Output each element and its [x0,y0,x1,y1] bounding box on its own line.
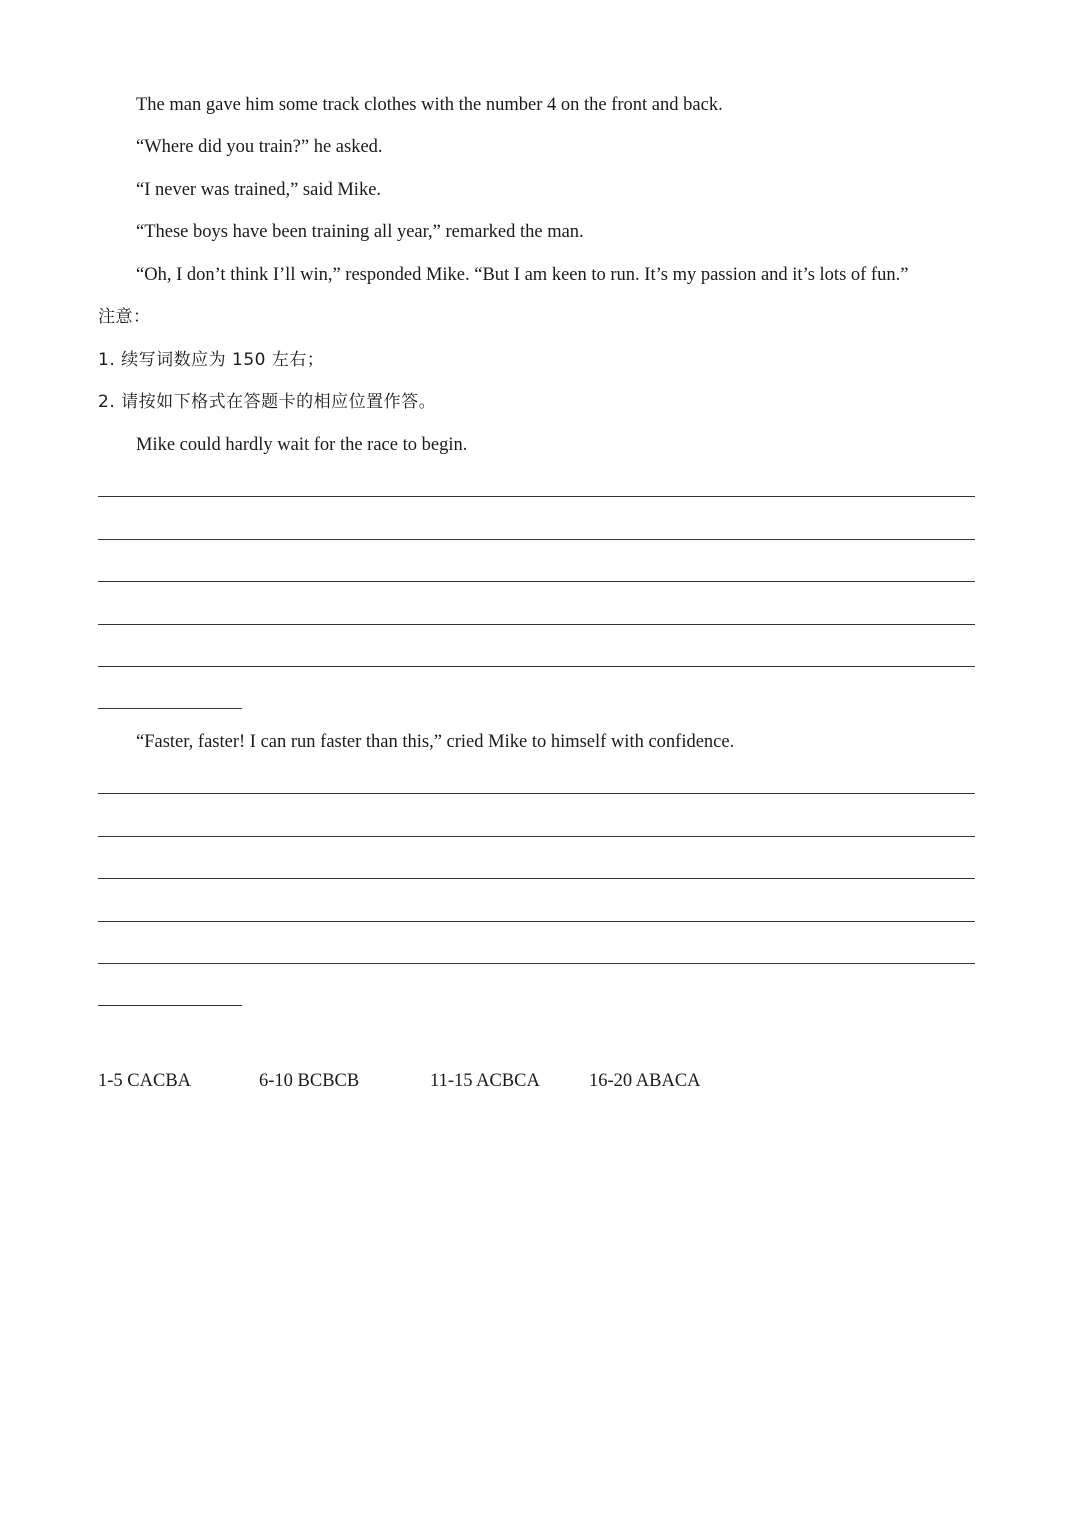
answer-line [98,666,975,667]
notes-item: 1. 续写词数应为 150 左右； [98,350,325,370]
answer-line [98,539,975,540]
story-paragraph: “These boys have been training all year,” remarked the man. [136,222,584,242]
story-paragraph: “Oh, I don’t think I’ll win,” responded Mike. “But I am keen to run. It’s my passion and it’s lots of fun.” [136,265,909,285]
answer-line [98,581,975,582]
answer-key-group: 11-15 ACBCA [430,1071,540,1091]
answer-line [98,836,975,837]
story-paragraph: “Where did you train?” he asked. [136,137,383,157]
answer-key-group: 1-5 CACBA [98,1071,192,1091]
answer-line [98,624,975,625]
answer-key [98,1069,998,1095]
answer-key-group: 6-10 BCBCB [259,1071,360,1091]
story-paragraph: “I never was trained,” said Mike. [136,180,382,200]
story-paragraph: The man gave him some track clothes with the number 4 on the front and back. [136,95,723,115]
notes-title: 注意： [98,307,151,327]
answer-key-group: 16-20 ABACA [589,1071,701,1091]
notes-item: 2. 请按如下格式在答题卡的相应位置作答。 [98,392,437,412]
answer-line-short [98,1005,242,1006]
paragraph-2-opening: “Faster, faster! I can run faster than this,” cried Mike to himself with confidence. [136,732,735,752]
answer-line-short [98,708,242,709]
answer-line [98,921,975,922]
answer-line [98,963,975,964]
answer-line [98,878,975,879]
paragraph-1-opening: Mike could hardly wait for the race to begin. [136,435,468,455]
answer-line [98,793,975,794]
answer-line [98,496,975,497]
